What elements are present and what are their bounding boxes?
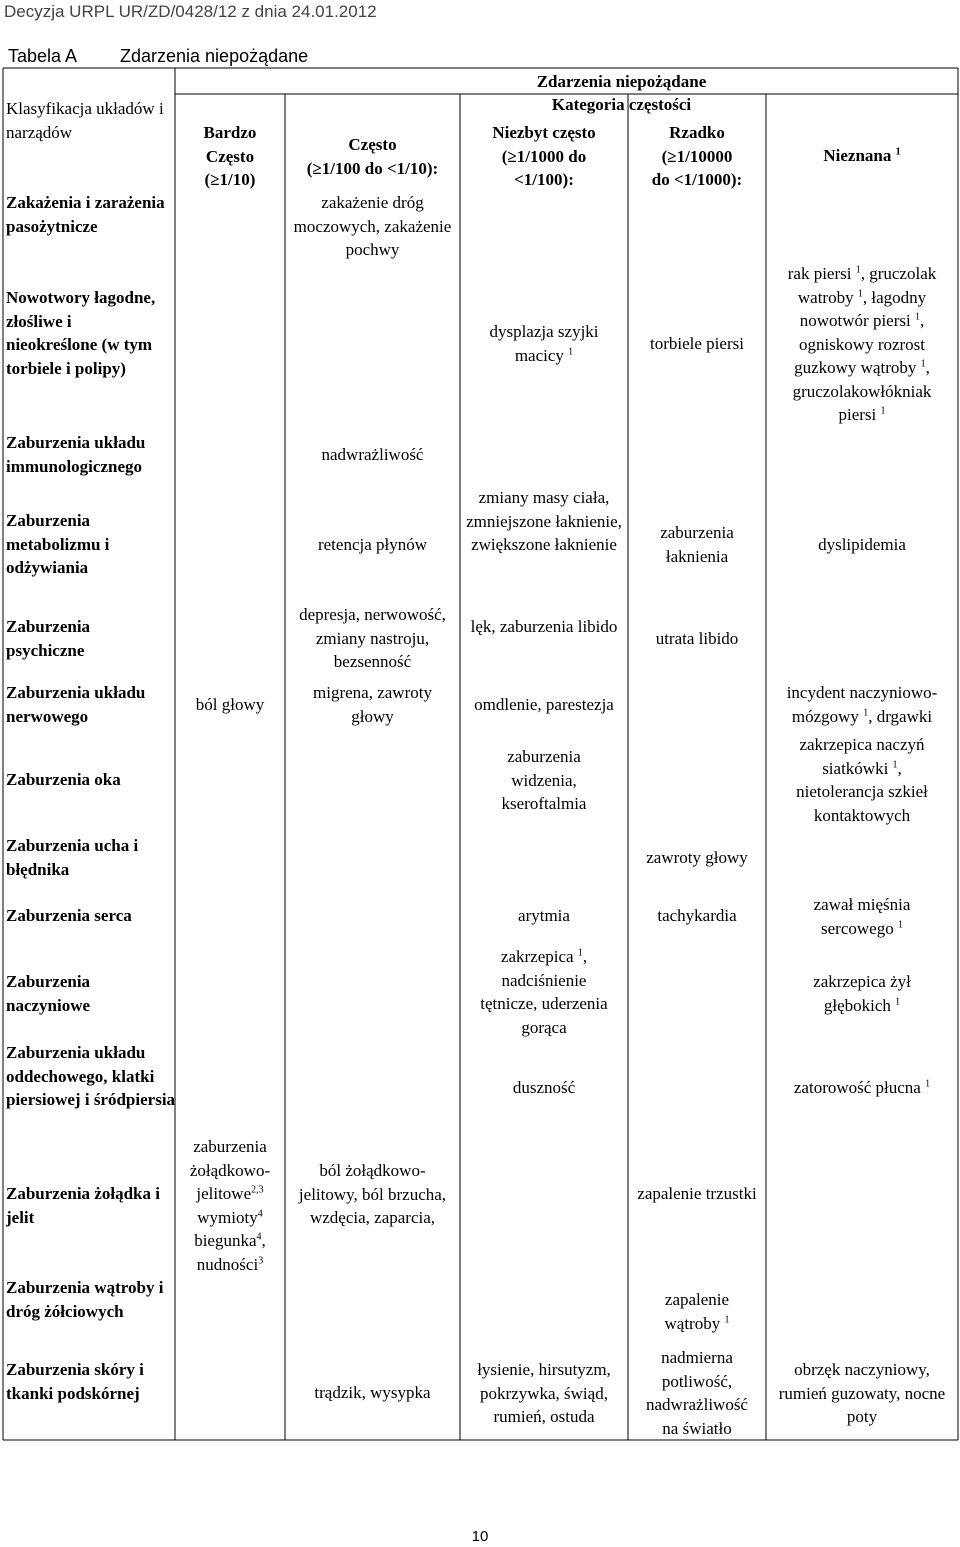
row7-rare: zawroty głowy [646,848,748,867]
row8-uncommon: arytmia [518,906,570,925]
row4-uncommon: lęk, zaburzenia libido [470,617,618,636]
row3-common: retencja płynów [317,535,428,554]
row4-rare: utrata libido [655,629,739,648]
soc-infections: Zakażenia i zarażenia pasożytnicze [6,193,165,236]
header-group-line1: Zdarzenia niepożądane [536,72,707,91]
soc-respiratory: Zaburzenia układu oddechowego, klatki piersiowej i śródpiersia [6,1043,176,1109]
row3-rare: zaburzenia łaknienia [660,523,734,566]
row13-unknown: obrzęk naczyniowy, rumień guzowaty, nocne poty [778,1360,946,1426]
row11-very-common: zaburzenia żołądkowo- jelitowe$^{2,3}$ wymioty$^4$ biegunka$^4$, nudności$^3$ [189,1137,271,1274]
header-soc: Klasyfikacja układów i narządów [6,99,164,142]
row10-unknown: zatorowość płucna $^1$ [793,1078,931,1097]
row13-common: trądzik, wysypka [314,1383,431,1402]
row3-uncommon: zmiany masy ciała, zmniejszone łaknienie, zwiększone łaknienie [466,488,622,554]
page-number: 10 [471,1528,489,1545]
table-label: Tabela A [8,46,78,66]
row0-common: zakażenie dróg moczowych, zakażenie pochwy [293,193,452,259]
header-uncommon: Niezbyt często (≥1/1000 do <1/100): [492,123,596,189]
soc-immune: Zaburzenia układu immunologicznego [6,433,146,476]
header-unknown: Nieznana $^1$ [823,146,901,165]
row9-uncommon: zakrzepica $^1$, nadciśnienie tętnicze, uderzenia gorąca [480,947,608,1037]
row6-uncommon: zaburzenia widzenia, kseroftalmia [501,747,587,813]
header-rare: Rzadko (≥1/10000 do <1/1000): [651,123,743,189]
document-header: Decyzja URPL UR/ZD/0428/12 z dnia 24.01.2012 [4,2,377,21]
soc-psychiatric: Zaburzenia psychiczne [6,617,91,660]
header-group-line2: Kategoria częstości [551,95,692,114]
soc-eye: Zaburzenia oka [6,770,121,789]
soc-vascular: Zaburzenia naczyniowe [6,972,91,1015]
soc-ear: Zaburzenia ucha i błędnika [6,836,139,879]
row12-rare: zapalenie wątroby $^1$ [664,1290,730,1333]
header-very-common: Bardzo Często (≥1/10) [203,123,257,189]
row13-uncommon: łysienie, hirsutyzm, pokrzywka, świąd, rumień, ostuda [477,1360,611,1426]
row8-rare: tachykardia [657,906,737,925]
row8-unknown: zawał mięśnia sercowego $^1$ [813,895,911,938]
row1-uncommon: dysplazja szyjki macicy $^1$ [489,322,599,365]
row11-rare: zapalenie trzustki [637,1184,757,1203]
soc-cardiac: Zaburzenia serca [6,906,132,925]
row11-common: ból żołądkowo-jelitowy, ból brzucha, wzdęcia, zaparcia, [298,1161,447,1227]
row13-rare: nadmierna potliwość, nadwrażliwość na światło [646,1348,748,1438]
row1-unknown: rak piersi $^1$, gruczolak watroby $^1$, łagodny nowotwór piersi $^1$, ogniskowy rozrost guzkowy wątroby $^1$, gruczolakowłókniak piersi $^1$ [787,264,937,424]
soc-hepatobiliary: Zaburzenia wątroby i dróg żółciowych [6,1278,164,1321]
row5-unknown: incydent naczyniowo- mózgowy $^1$, drgawki [786,683,938,726]
row10-uncommon: duszność [512,1078,576,1097]
row4-common: depresja, nerwowość, zmiany nastroju, bezsenność [299,605,446,671]
row6-unknown: zakrzepica naczyń siatkówki $^1$, nietolerancja szkieł kontaktowych [796,735,928,825]
row3-unknown: dyslipidemia [818,535,906,554]
soc-gastrointestinal: Zaburzenia żołądka i jelit [6,1184,160,1227]
header-common: Często (≥1/100 do <1/10): [306,135,439,178]
row1-rare: torbiele piersi [650,334,744,353]
table-title: Zdarzenia niepożądane [120,46,309,66]
row5-common: migrena, zawroty głowy [313,683,432,726]
soc-neoplasms: Nowotwory łagodne, złośliwe i nieokreślone (w tym torbiele i polipy) [6,288,156,378]
row5-very-common: ból głowy [195,695,265,714]
soc-metabolism: Zaburzenia metabolizmu i odżywiania [6,511,110,577]
soc-skin: Zaburzenia skóry i tkanki podskórnej [6,1360,144,1403]
row9-unknown: zakrzepica żył głębokich $^1$ [813,972,911,1015]
soc-nervous: Zaburzenia układu nerwowego [6,683,146,726]
row2-common: nadwrażliwość [321,445,424,464]
row5-uncommon-rare: omdlenie, parestezja [474,695,614,714]
